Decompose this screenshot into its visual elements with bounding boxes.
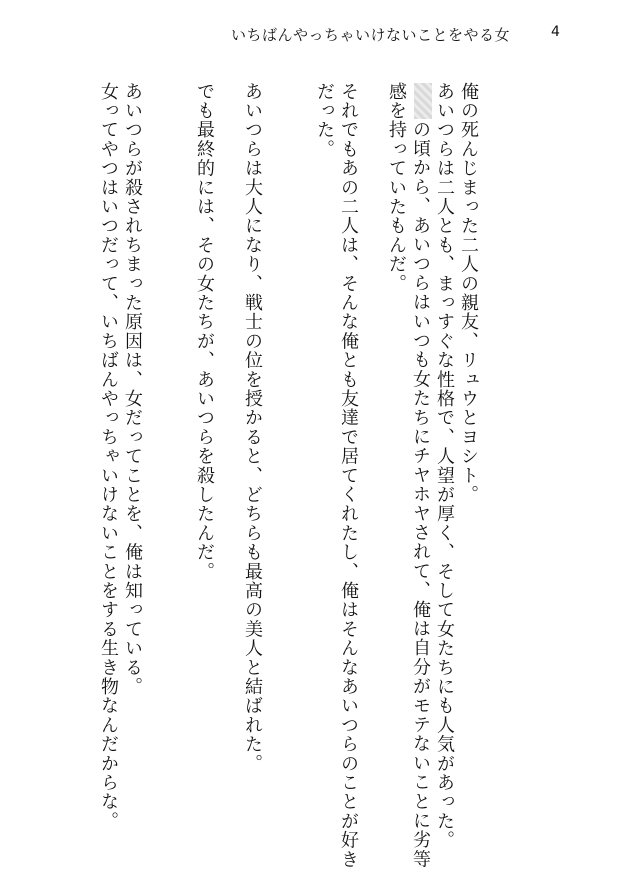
running-header xyxy=(0,24,618,46)
text-line-10: 女ってやつはいつだって、いちばんやっちゃいけないことをする生き物なんだからな。 xyxy=(98,82,119,831)
book-title: いちばんやっちゃいけないことをやる女 xyxy=(230,26,510,44)
text-line-9: あいつらが殺されちまった原因は、女だってことを、俺は知っている。 xyxy=(122,82,143,697)
text-line-4: 感を持っていたもんだ。 xyxy=(386,82,407,294)
text-line-2: あいつらは二人とも、まっすぐな性格で、人望が厚く、そして女たちにも人気があった。 xyxy=(434,82,455,850)
redacted-block xyxy=(414,83,432,119)
text-line-1: 俺の死んじまった二人の親友、リュウとヨシト。 xyxy=(458,82,479,505)
text-line-5: それでもあの二人は、そんな俺とも友達で居てくれたし、俺はそんなあいつらのことが好き xyxy=(338,82,359,870)
text-line-3: の頃から、あいつらはいつも女たちにチヤホヤされて、俺は自分がモテないことに劣等 xyxy=(408,82,432,842)
text-line-7: あいつらは大人になり、戦士の位を授かると、どちらも最高の美人と結ばれた。 xyxy=(242,82,263,774)
text-line-6: だった。 xyxy=(314,82,335,159)
vertical-text-body xyxy=(90,82,510,870)
page-number: 4 xyxy=(551,24,560,40)
text-line-8: でも最終的には、その女たちが、あいつらを殺したんだ。 xyxy=(194,82,215,582)
